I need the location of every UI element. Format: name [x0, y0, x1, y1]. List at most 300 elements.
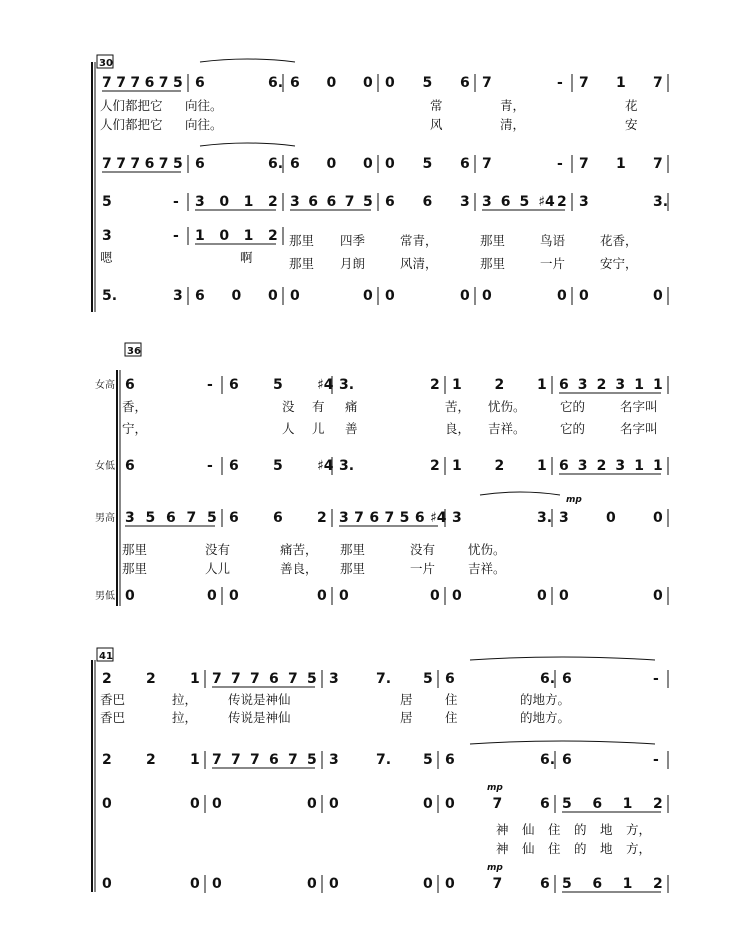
lyric-word: 住	[548, 841, 561, 856]
measure	[559, 377, 663, 393]
measure	[339, 588, 440, 604]
note: 0	[460, 288, 470, 304]
lyric-word: 常	[430, 98, 443, 113]
lyric-line	[100, 98, 638, 113]
note: 7	[344, 194, 355, 210]
measure	[339, 377, 440, 393]
note: 3	[102, 228, 112, 244]
lyric-line	[122, 542, 506, 557]
part-label: 男高	[95, 513, 115, 524]
measure	[290, 156, 373, 172]
note: 3	[615, 458, 626, 474]
lyric-word: 那里	[340, 561, 366, 576]
lyric-word: 人们都把它	[100, 117, 163, 132]
measure	[290, 194, 373, 210]
lyric-word: 拉，	[172, 710, 198, 725]
note: 7	[354, 510, 364, 526]
note: 2	[494, 458, 505, 474]
note: 6.	[540, 752, 556, 768]
lyric-word: 住	[445, 710, 458, 725]
lyric-word: 嗯	[100, 250, 113, 265]
note: 3	[577, 377, 588, 393]
voice-part	[102, 227, 283, 245]
lyric-word: 向往。	[185, 117, 223, 132]
measure	[212, 752, 317, 768]
measure	[562, 671, 659, 687]
measure	[195, 194, 278, 210]
note: 6	[369, 510, 380, 526]
note: 2	[102, 752, 112, 768]
rehearsal-number: 30	[99, 58, 113, 69]
note: 6	[559, 458, 569, 474]
note: 1	[537, 458, 547, 474]
measure	[290, 288, 373, 304]
note: 5	[422, 156, 433, 172]
rehearsal-number: 36	[127, 346, 141, 357]
note: 3	[452, 510, 462, 526]
measure	[385, 156, 470, 172]
note: 5	[363, 194, 373, 210]
dynamic-marking: mp	[487, 783, 503, 793]
lyric-word: 清，	[500, 117, 526, 132]
measure	[445, 752, 555, 768]
note: 0	[339, 588, 349, 604]
voice-part	[95, 376, 668, 394]
measure	[329, 752, 433, 768]
lyric-word: 花香，	[600, 233, 638, 248]
note: -	[557, 75, 563, 91]
note: 2	[102, 671, 112, 687]
note: 7	[158, 75, 169, 91]
note: 0	[317, 588, 327, 604]
note: 0	[190, 796, 200, 812]
measure	[452, 588, 547, 604]
lyric-word: 吉祥。	[488, 421, 526, 436]
note: 1	[190, 752, 200, 768]
dynamic-marking: mp	[487, 863, 503, 873]
measure	[102, 228, 179, 244]
measure	[195, 75, 283, 91]
note: 7	[212, 671, 222, 687]
measure	[195, 288, 278, 304]
note: 0	[385, 156, 395, 172]
note: 6	[195, 75, 205, 91]
note: 0	[268, 288, 278, 304]
voice-part	[102, 74, 668, 92]
note: 3	[329, 752, 339, 768]
lyric-word: 人儿	[205, 561, 231, 576]
lyric-word: 四季	[340, 233, 366, 248]
voice-part	[102, 155, 668, 173]
note: 5	[273, 458, 283, 474]
note: 1	[452, 377, 462, 393]
note: 6	[592, 796, 603, 812]
score-system-30	[92, 55, 668, 312]
note: 1	[653, 458, 663, 474]
note: 1	[622, 876, 633, 892]
measure	[559, 588, 663, 604]
measure	[339, 510, 447, 526]
lyric-word: 青，	[500, 98, 526, 113]
note: 0	[229, 588, 239, 604]
note: 2	[268, 228, 278, 244]
note: 6	[562, 752, 572, 768]
note: 7	[158, 156, 169, 172]
measure	[452, 458, 547, 474]
lyric-word: 那里	[289, 256, 315, 271]
note: 2	[494, 377, 505, 393]
note: 3	[195, 194, 205, 210]
measure	[195, 156, 283, 172]
measure	[579, 75, 663, 91]
note: 7	[579, 156, 589, 172]
measure	[212, 671, 317, 687]
note: 6.	[268, 75, 284, 91]
measure	[212, 796, 317, 812]
measure	[125, 588, 217, 604]
lyric-word: 那里	[340, 542, 366, 557]
lyric-word: 人们都把它	[100, 98, 163, 113]
note: 6	[290, 75, 300, 91]
lyric-word: 的	[574, 841, 587, 856]
lyric-word: 那里	[480, 233, 506, 248]
lyric-word: 拉，	[172, 692, 198, 707]
note: ♯4	[430, 510, 447, 526]
lyric-line	[122, 561, 506, 576]
measure	[229, 588, 327, 604]
note: 1	[622, 796, 633, 812]
note: 6	[125, 377, 135, 393]
measure	[102, 752, 200, 768]
note: 1	[190, 671, 200, 687]
part-label: 女低	[95, 461, 115, 472]
note: 7	[130, 156, 141, 172]
lyric-word: 那里	[480, 256, 506, 271]
note: 0	[363, 75, 373, 91]
note: 6	[144, 156, 155, 172]
note: 5	[519, 194, 530, 210]
note: 0	[423, 876, 433, 892]
voice-part	[102, 193, 668, 211]
rehearsal-mark	[97, 55, 113, 69]
measure	[562, 796, 663, 812]
lyric-word: 人	[282, 421, 295, 436]
lyric-line	[122, 399, 658, 414]
lyric-word: 一片	[540, 256, 566, 271]
lyric-word: 善	[345, 421, 358, 436]
lyric-word: 住	[445, 692, 458, 707]
lyric-word: 没有	[205, 542, 231, 557]
lyric-word: 香，	[122, 399, 148, 414]
note: -	[207, 377, 213, 393]
lyric-word: 风清，	[400, 256, 438, 271]
measure	[125, 510, 217, 526]
note: 6	[195, 156, 205, 172]
lyric-word: 香巴	[100, 710, 126, 725]
note: 7	[492, 876, 503, 892]
measure	[102, 288, 183, 304]
lyric-word: 的	[574, 822, 587, 837]
note: 2	[653, 876, 663, 892]
lyric-word: 传说是神仙	[228, 692, 291, 707]
measure	[229, 510, 327, 526]
lyric-line	[100, 250, 253, 265]
note: 3.	[339, 377, 355, 393]
note: 1	[653, 377, 663, 393]
measure	[102, 796, 200, 812]
lyric-word: 痛苦，	[280, 542, 318, 557]
note: 1	[616, 156, 626, 172]
note: 5	[562, 796, 572, 812]
lyric-line	[122, 421, 658, 436]
measure	[229, 458, 334, 474]
measure	[125, 458, 213, 474]
note: 0	[363, 156, 373, 172]
lyric-word: 地	[600, 841, 613, 856]
note: 7	[231, 752, 241, 768]
note: 7	[116, 75, 126, 91]
note: 5	[273, 377, 283, 393]
note: 6	[326, 194, 337, 210]
note: 6	[562, 671, 572, 687]
dynamic-marking: mp	[566, 495, 582, 505]
note: 7	[492, 796, 503, 812]
lyric-line	[100, 692, 570, 707]
note: 1	[195, 228, 205, 244]
note: 5	[145, 510, 156, 526]
note: 0	[423, 796, 433, 812]
note: 5	[423, 671, 433, 687]
note: 0	[452, 588, 462, 604]
note: 5	[399, 510, 410, 526]
note: 2	[430, 458, 440, 474]
note: 5	[422, 75, 433, 91]
note: -	[653, 752, 659, 768]
note: 0	[557, 288, 567, 304]
note: 6	[290, 156, 300, 172]
note: 7	[482, 156, 492, 172]
measure	[562, 876, 663, 892]
note: 1	[452, 458, 462, 474]
voice-part	[95, 509, 668, 527]
lyric-word: 那里	[122, 542, 148, 557]
note: 6	[229, 377, 239, 393]
note: 1	[243, 228, 254, 244]
note: 3	[460, 194, 470, 210]
note: 6	[269, 671, 279, 687]
note: 0	[385, 75, 395, 91]
note: 6	[592, 876, 603, 892]
lyric-line	[100, 117, 638, 132]
lyric-word: 神	[496, 822, 509, 837]
lyric-word: 苦，	[445, 399, 471, 414]
note: 3.	[653, 194, 669, 210]
lyric-word: 一片	[410, 561, 436, 576]
lyric-word: 宁，	[122, 421, 148, 436]
lyric-word: 风	[430, 117, 443, 132]
measure	[329, 876, 433, 892]
note: 3	[329, 671, 339, 687]
note: 5	[207, 510, 217, 526]
note: 7	[130, 75, 141, 91]
note: 6	[559, 377, 569, 393]
lyric-word: 香巴	[100, 692, 126, 707]
measure	[579, 194, 668, 210]
note: 0	[430, 588, 440, 604]
lyric-word: 仙	[522, 822, 535, 837]
note: 6	[500, 194, 511, 210]
note: 0	[212, 796, 222, 812]
note: 6	[445, 752, 455, 768]
measure	[562, 752, 659, 768]
part-label: 女高	[95, 380, 115, 391]
note: 3	[290, 194, 300, 210]
note: 3	[577, 458, 588, 474]
lyric-word: 儿	[312, 421, 325, 436]
measure	[482, 288, 567, 304]
note: 6.	[540, 671, 556, 687]
note: 0	[653, 588, 663, 604]
note: 1	[243, 194, 254, 210]
slur-arc	[470, 657, 655, 660]
measure	[452, 510, 552, 526]
note: 0	[363, 288, 373, 304]
part-label: 男低	[95, 591, 115, 602]
note: 1	[634, 377, 644, 393]
note: 5.	[102, 288, 118, 304]
lyric-word: 方，	[626, 841, 652, 856]
note: 2	[430, 377, 440, 393]
measure	[212, 876, 317, 892]
note: 7	[250, 671, 260, 687]
note: 6	[385, 194, 395, 210]
lyric-word: 方，	[626, 822, 652, 837]
voice-part	[102, 751, 668, 769]
note: 7	[250, 752, 260, 768]
note: 7	[384, 510, 395, 526]
lyric-line	[496, 822, 651, 837]
note: 2	[317, 510, 327, 526]
note: 6	[460, 156, 470, 172]
lyric-word: 善良，	[280, 561, 318, 576]
note: 0	[307, 796, 317, 812]
measure	[579, 156, 663, 172]
lyric-word: 那里	[122, 561, 148, 576]
note: 6.	[268, 156, 284, 172]
slur-arc	[200, 59, 295, 62]
note: 2	[653, 796, 663, 812]
lyric-word: 没	[282, 399, 295, 414]
note: 5	[423, 752, 433, 768]
lyric-line	[100, 710, 570, 725]
lyric-word: 痛	[345, 399, 358, 414]
note: 6	[166, 510, 176, 526]
lyric-word: 名字叫	[620, 399, 658, 414]
lyric-word: 神	[496, 841, 509, 856]
note: 0	[445, 876, 455, 892]
lyric-word: 常青，	[400, 233, 438, 248]
lyric-word: 居	[400, 692, 413, 707]
voice-part	[102, 795, 668, 813]
note: 2	[557, 194, 567, 210]
note: 6	[273, 510, 283, 526]
note: 6	[195, 288, 205, 304]
lyric-word: 啊	[240, 250, 253, 265]
note: 0	[326, 156, 337, 172]
note: 0	[102, 876, 112, 892]
measure	[559, 510, 663, 526]
lyric-word: 向往。	[185, 98, 223, 113]
note: 0	[125, 588, 135, 604]
lyric-word: 安	[625, 117, 638, 132]
note: 0	[445, 796, 455, 812]
lyric-word: 它的	[560, 421, 586, 436]
note: 3	[125, 510, 135, 526]
note: 6	[229, 510, 239, 526]
note: -	[173, 228, 179, 244]
measure	[195, 228, 278, 244]
lyric-word: 良，	[445, 421, 471, 436]
voice-part	[95, 587, 668, 605]
measure	[445, 876, 550, 892]
measure	[102, 156, 183, 172]
measure	[102, 876, 200, 892]
note: 3	[339, 510, 349, 526]
lyric-word: 鸟语	[540, 233, 566, 248]
lyric-word: 吉祥。	[468, 561, 506, 576]
note: 6	[125, 458, 135, 474]
note: 1	[537, 377, 547, 393]
measure	[385, 75, 470, 91]
note: 6	[269, 752, 279, 768]
note: 7	[212, 752, 222, 768]
voice-part	[102, 670, 668, 688]
note: 7	[653, 156, 663, 172]
note: 6	[460, 75, 470, 91]
note: 0	[579, 288, 589, 304]
note: 0	[537, 588, 547, 604]
note: ♯4	[317, 377, 334, 393]
lyric-word: 居	[400, 710, 413, 725]
note: 0	[653, 288, 663, 304]
note: 6	[229, 458, 239, 474]
note: 2	[146, 752, 156, 768]
note: 6	[414, 510, 425, 526]
lyric-word: 地	[600, 822, 613, 837]
note: 0	[307, 876, 317, 892]
note: 0	[326, 75, 337, 91]
note: 5	[102, 194, 112, 210]
note: 0	[482, 288, 492, 304]
note: 7	[579, 75, 589, 91]
measure	[559, 458, 663, 474]
note: -	[653, 671, 659, 687]
note: 6	[308, 194, 318, 210]
voice-part	[102, 287, 668, 305]
note: 5	[173, 75, 183, 91]
rehearsal-mark	[125, 343, 141, 357]
measure	[482, 75, 563, 91]
note: 5	[307, 671, 317, 687]
note: ♯4	[317, 458, 334, 474]
lyric-word: 的地方。	[520, 710, 571, 725]
measure	[385, 194, 470, 210]
note: 6	[144, 75, 155, 91]
measure	[482, 194, 567, 210]
note: 7	[482, 75, 492, 91]
note: 2	[596, 458, 607, 474]
slur-arc	[480, 492, 560, 495]
